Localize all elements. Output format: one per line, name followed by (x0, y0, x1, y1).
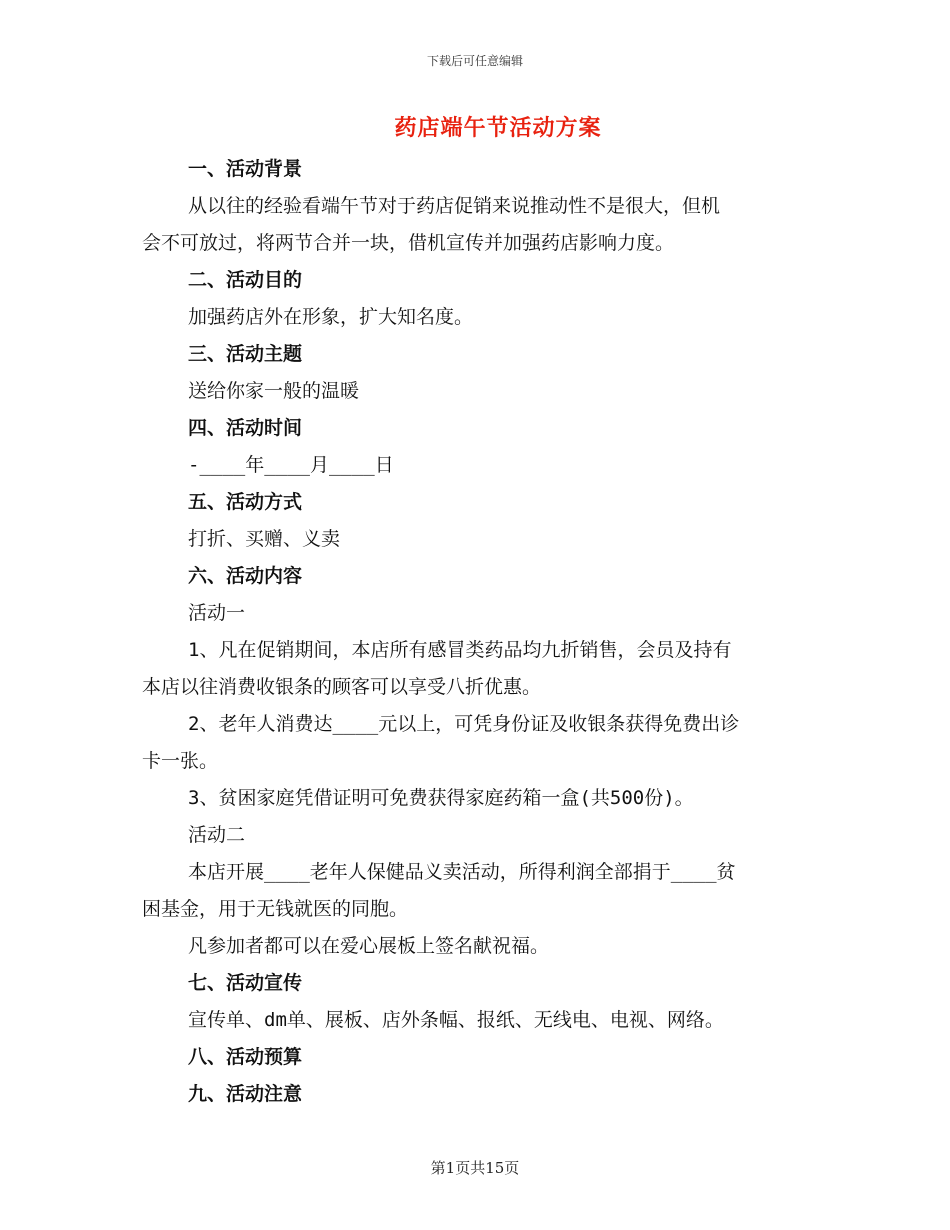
paragraph-line: 困基金，用于无钱就医的同胞。 (142, 898, 409, 920)
paragraph-line: 会不可放过，将两节合并一块，借机宣传并加强药店影响力度。 (142, 232, 675, 254)
section-heading-content: 六、活动内容 (188, 565, 303, 587)
paragraph-line: 打折、买赠、义卖 (188, 528, 341, 550)
paragraph-line: 3、贫困家庭凭借证明可免费获得家庭药箱一盒(共500份)。 (188, 787, 694, 809)
section-heading-time: 四、活动时间 (188, 417, 303, 439)
paragraph-line: -____年____月____日 (188, 454, 394, 476)
paragraph-line: 从以往的经验看端午节对于药店促销来说推动性不是很大，但机 (188, 195, 721, 217)
section-heading-purpose: 二、活动目的 (188, 269, 303, 291)
paragraph-line: 本店开展____老年人保健品义卖活动，所得利润全部捐于____贫 (188, 861, 736, 883)
section-heading-promotion: 七、活动宣传 (188, 972, 303, 994)
paragraph-line: 凡参加者都可以在爱心展板上签名献祝福。 (188, 935, 550, 957)
page-number-footer: 第1页共15页 (430, 1159, 520, 1177)
paragraph-line: 2、老年人消费达____元以上，可凭身份证及收银条获得免费出诊 (188, 713, 740, 735)
section-heading-notes: 九、活动注意 (188, 1083, 303, 1105)
activity-label: 活动一 (188, 602, 246, 624)
section-heading-budget: 八、活动预算 (188, 1046, 303, 1068)
header-note: 下载后可任意编辑 (426, 54, 523, 68)
section-heading-method: 五、活动方式 (188, 491, 303, 513)
paragraph-line: 卡一张。 (142, 750, 219, 772)
paragraph-line: 1、凡在促销期间，本店所有感冒类药品均九折销售，会员及持有 (188, 639, 732, 661)
section-heading-background: 一、活动背景 (188, 158, 303, 180)
paragraph-line: 本店以往消费收银条的顾客可以享受八折优惠。 (142, 676, 542, 698)
paragraph-line: 加强药店外在形象，扩大知名度。 (188, 306, 474, 328)
section-heading-theme: 三、活动主题 (188, 343, 303, 365)
activity-label: 活动二 (188, 824, 246, 846)
document-title: 药店端午节活动方案 (394, 116, 602, 141)
paragraph-line: 宣传单、dm单、展板、店外条幅、报纸、无线电、电视、网络。 (188, 1009, 724, 1031)
paragraph-line: 送给你家一般的温暖 (188, 380, 360, 402)
